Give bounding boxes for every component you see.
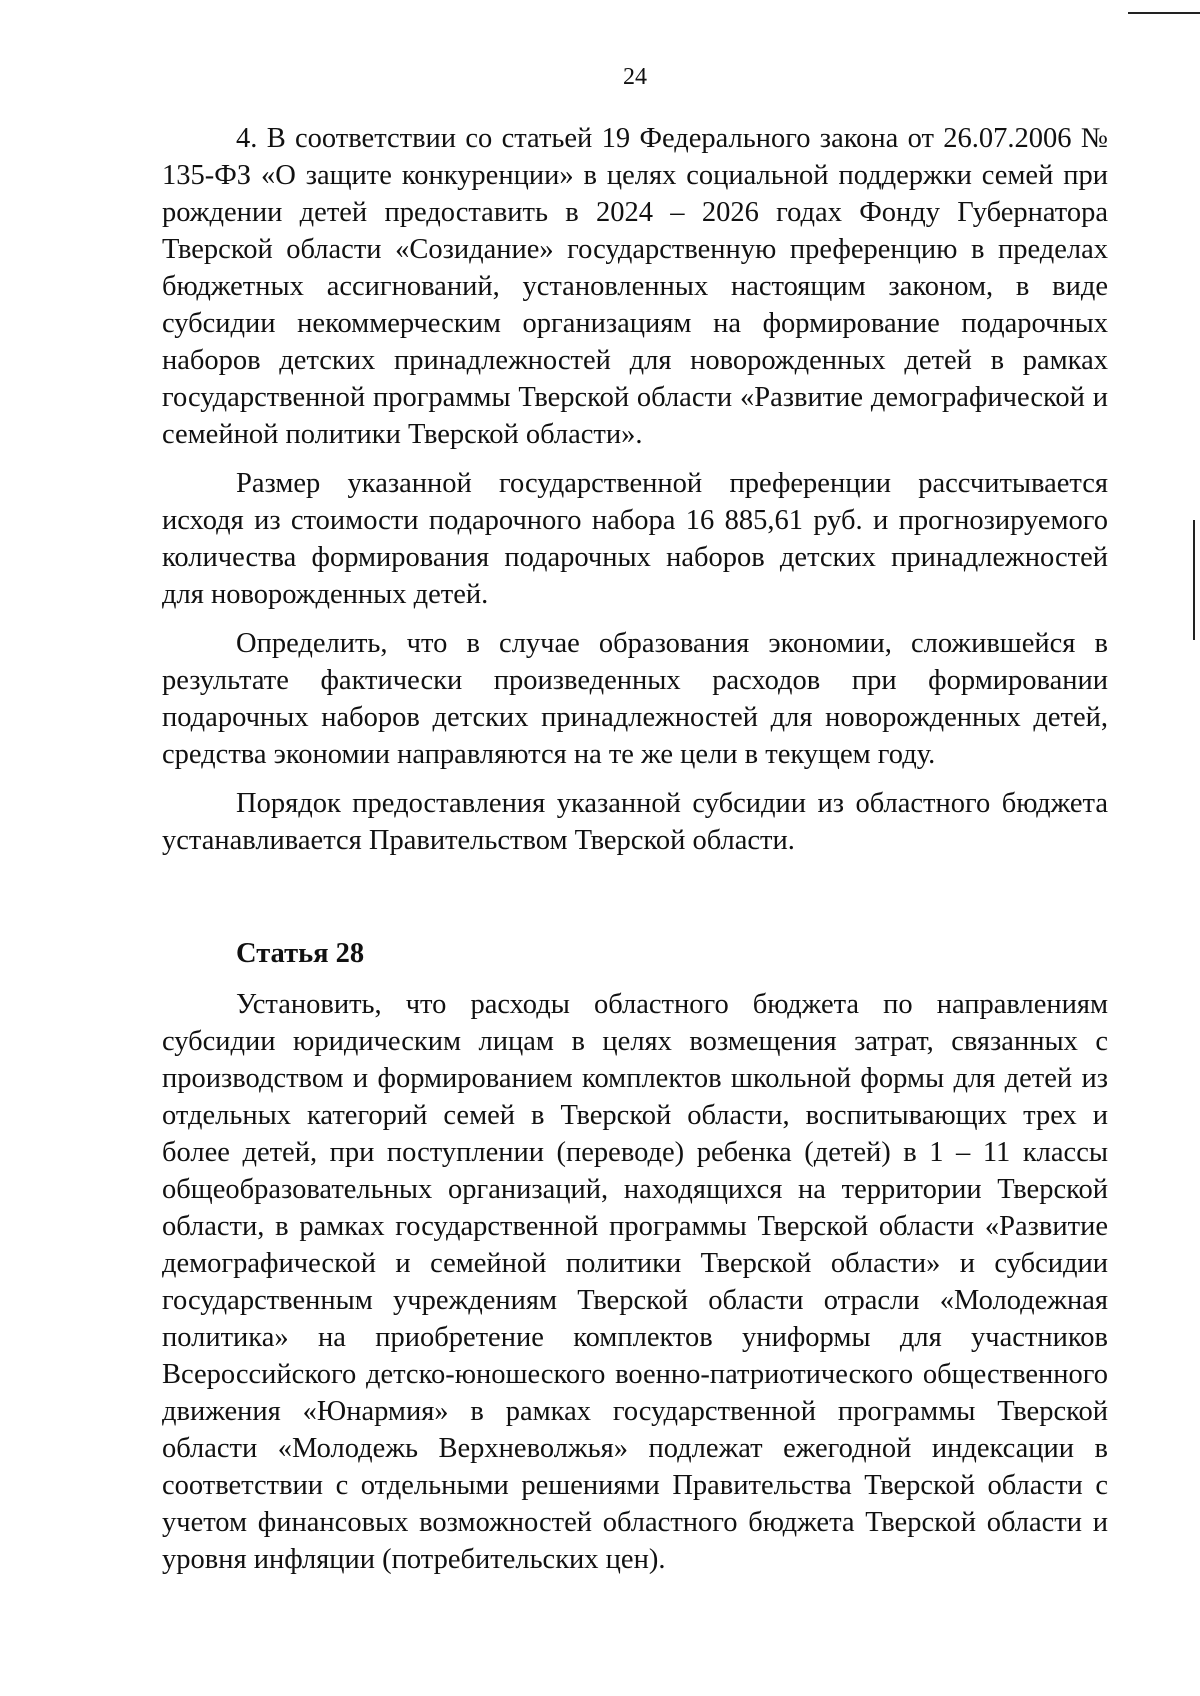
scan-edge-mark-top [1128, 12, 1200, 14]
document-body [162, 120, 1108, 1578]
article-heading: Статья 28 [236, 938, 365, 969]
paragraph-preference-size: Размер указанной государственной преференции рассчитывается исходя из стоимости подарочного набора 16 885,61 руб. и прогнозируемого количества формирования подарочных наборов детских принадлежностей для новорожденных детей. [162, 468, 1108, 610]
page-number: 24 [623, 64, 647, 90]
paragraph-savings: Определить, что в случае образования экономии, сложившейся в результате фактически произведенных расходов при формировании подарочных наборов детских принадлежностей для новорожденных детей, средства экономии направляются на те же цели в текущем году. [162, 628, 1108, 770]
paragraph-article-28: Установить, что расходы областного бюджета по направлениям субсидии юридическим лицам в целях возмещения затрат, связанных с производством и формированием комплектов школьной формы для детей из отдельных категорий семей в Тверской области, воспитывающих трех и более детей, при поступлении (переводе) ребенка (детей) в 1 – 11 классы общеобразовательных организаций, находящихся на территории Тверской области, в рамках государственной программы Тверской области «Развитие демографической и семейной политики Тверской области» и субсидии государственным учреждениям Тверской области отрасли «Молодежная политика» на приобретение комплектов униформы для участников Всероссийского детско-юношеского военно-патриотического общественного движения «Юнармия» в рамках государственной программы Тверской области «Молодежь Верхневолжья» подлежат ежегодной индексации в соответствии с отдельными решениями Правительства Тверской области с учетом финансовых возможностей областного бюджета Тверской области и уровня инфляции (потребительских цен). [162, 989, 1108, 1575]
scan-edge-mark-right [1193, 520, 1195, 640]
paragraph-procedure: Порядок предоставления указанной субсидии из областного бюджета устанавливается Правительством Тверской области. [162, 788, 1108, 856]
paragraph-preference: 4. В соответствии со статьей 19 Федерального закона от 26.07.2006 № 135-ФЗ «О защите конкуренции» в целях социальной поддержки семей при рождении детей предоставить в 2024 – 2026 годах Фонду Губернатора Тверской области «Созидание» государственную преференцию в пределах бюджетных ассигнований, установленных настоящим законом, в виде субсидии некоммерческим организациям на формирование подарочных наборов детских принадлежностей для новорожденных детей в рамках государственной программы Тверской области «Развитие демографической и семейной политики Тверской области». [162, 123, 1108, 450]
